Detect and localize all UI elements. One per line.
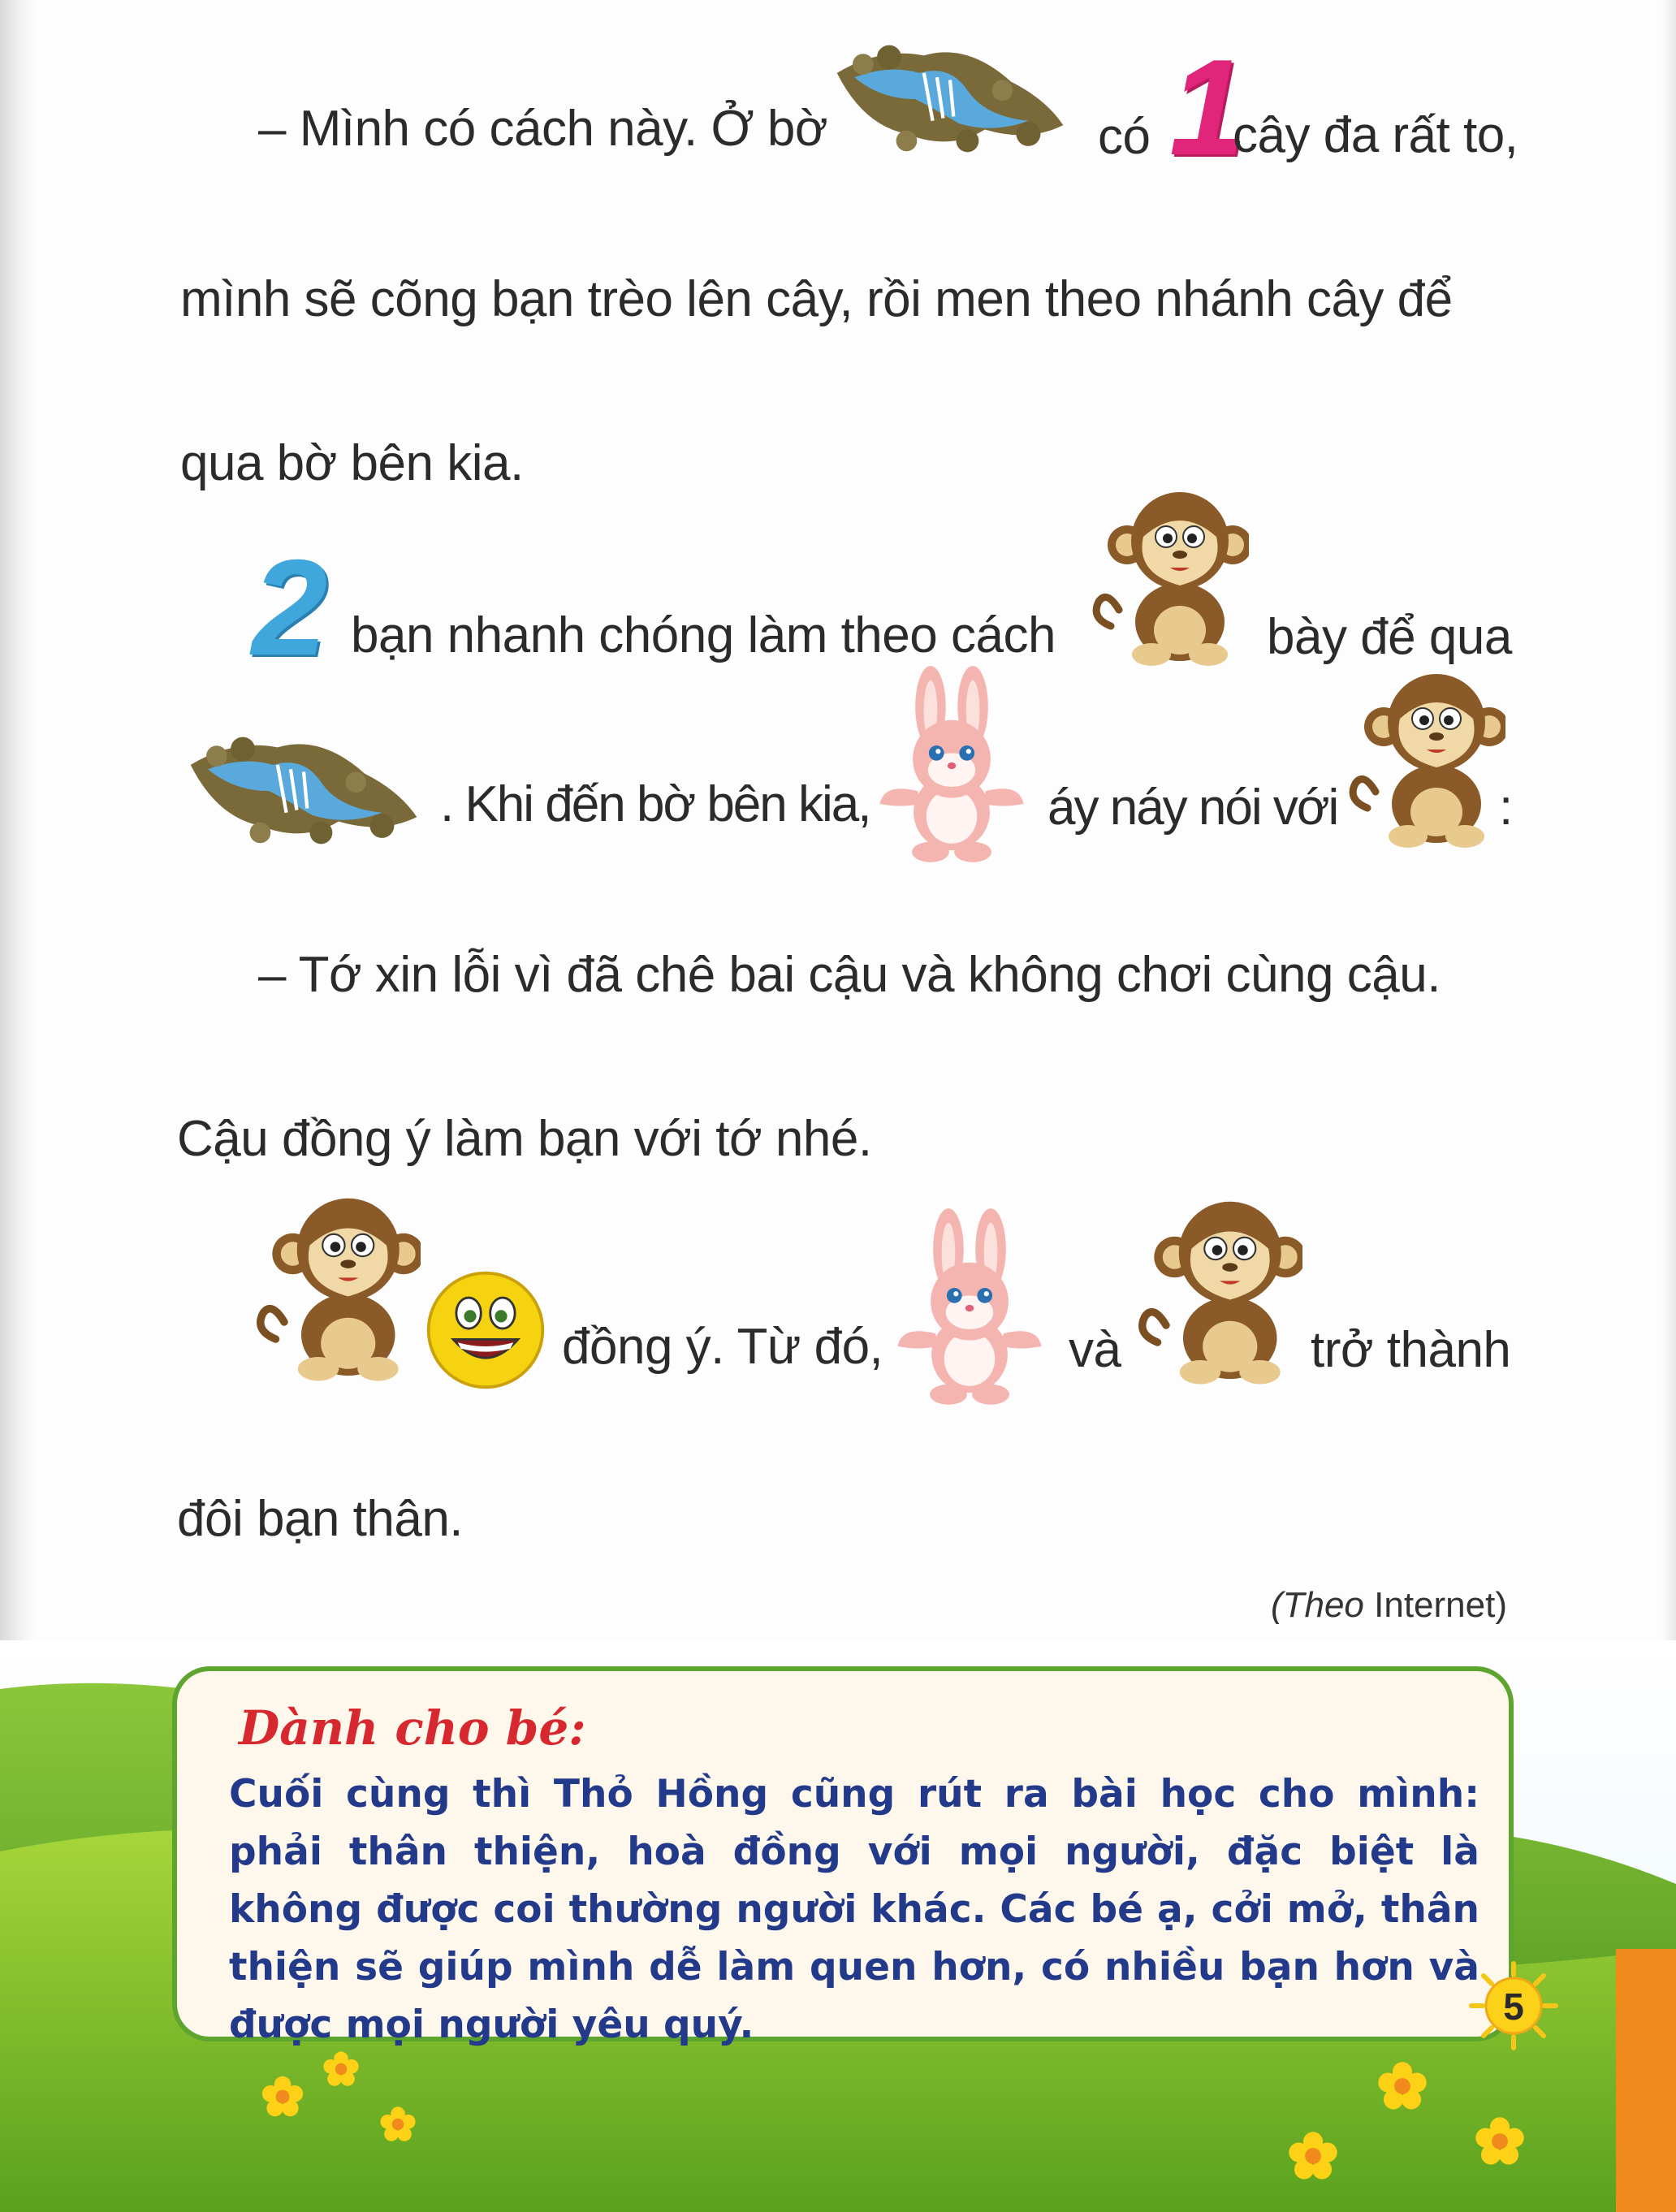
number-two-icon: 2 <box>252 531 327 684</box>
story-line-5c: : <box>1499 780 1513 836</box>
story-line-1c: cây đa rất to, <box>1233 107 1518 163</box>
flower-icon <box>1473 2115 1527 2168</box>
callout-body: Cuối cùng thì Thỏ Hồng cũng rút ra bài học cho mình: phải thân thiện, hoà đồng với mọi người, đặc biệt là không được coi thường người khác. Các bé ạ, cởi mở, thân thiện sẽ giúp mình dễ làm quen hơn, có nhiều bạn hơn và được mọi người yêu quý. <box>229 1772 1479 2047</box>
story-line-8a: đồng ý. Từ đó, <box>562 1319 883 1375</box>
story-line-4a: bạn nhanh chóng làm theo cách <box>351 607 1056 663</box>
rabbit-icon <box>862 664 1041 867</box>
rabbit-icon <box>880 1207 1059 1410</box>
story-line-5a: . Khi đến bờ bên kia, <box>440 776 870 832</box>
story-line-6: – Tớ xin lỗi vì đã chê bai cậu và không chơi cùng cậu. <box>258 947 1441 1003</box>
story-line-9: đôi bạn thân. <box>177 1491 464 1547</box>
story-line-8b: và <box>1069 1322 1121 1378</box>
story-line-1a: – Mình có cách này. Ở bờ <box>258 101 827 157</box>
monkey-icon <box>1343 666 1505 853</box>
flower-icon <box>322 2050 361 2089</box>
flower-icon <box>260 2074 305 2119</box>
monkey-icon <box>1086 484 1249 671</box>
river-icon <box>182 710 425 872</box>
monkey-icon <box>250 1190 421 1385</box>
story-line-1b: có <box>1098 109 1151 165</box>
smiley-icon <box>424 1268 547 1392</box>
monkey-icon <box>1132 1194 1302 1389</box>
callout-title: Dành cho bé: <box>239 1700 586 1756</box>
story-line-7: Cậu đồng ý làm bạn với tớ nhé. <box>177 1111 872 1167</box>
story-line-2: mình sẽ cõng bạn trèo lên cây, rồi men theo nhánh cây để <box>180 271 1453 327</box>
story-line-5b: áy náy nói với <box>1048 780 1338 836</box>
story-line-8c: trở thành <box>1311 1322 1511 1378</box>
story-line-4b: bày để qua <box>1267 609 1512 665</box>
source-name: Internet) <box>1374 1585 1507 1625</box>
page-number: 5 <box>1503 1985 1524 2028</box>
source-credit <box>1271 1585 1507 1626</box>
river-icon <box>828 18 1072 180</box>
number-one-icon: 1 <box>1169 31 1245 184</box>
flower-icon <box>378 2105 417 2144</box>
flower-icon <box>1376 2059 1429 2113</box>
flower-icon <box>1286 2129 1340 2183</box>
lesson-callout <box>172 1666 1514 2047</box>
source-prefix: (Theo <box>1270 1585 1364 1625</box>
story-line-3: qua bờ bên kia. <box>180 435 524 491</box>
